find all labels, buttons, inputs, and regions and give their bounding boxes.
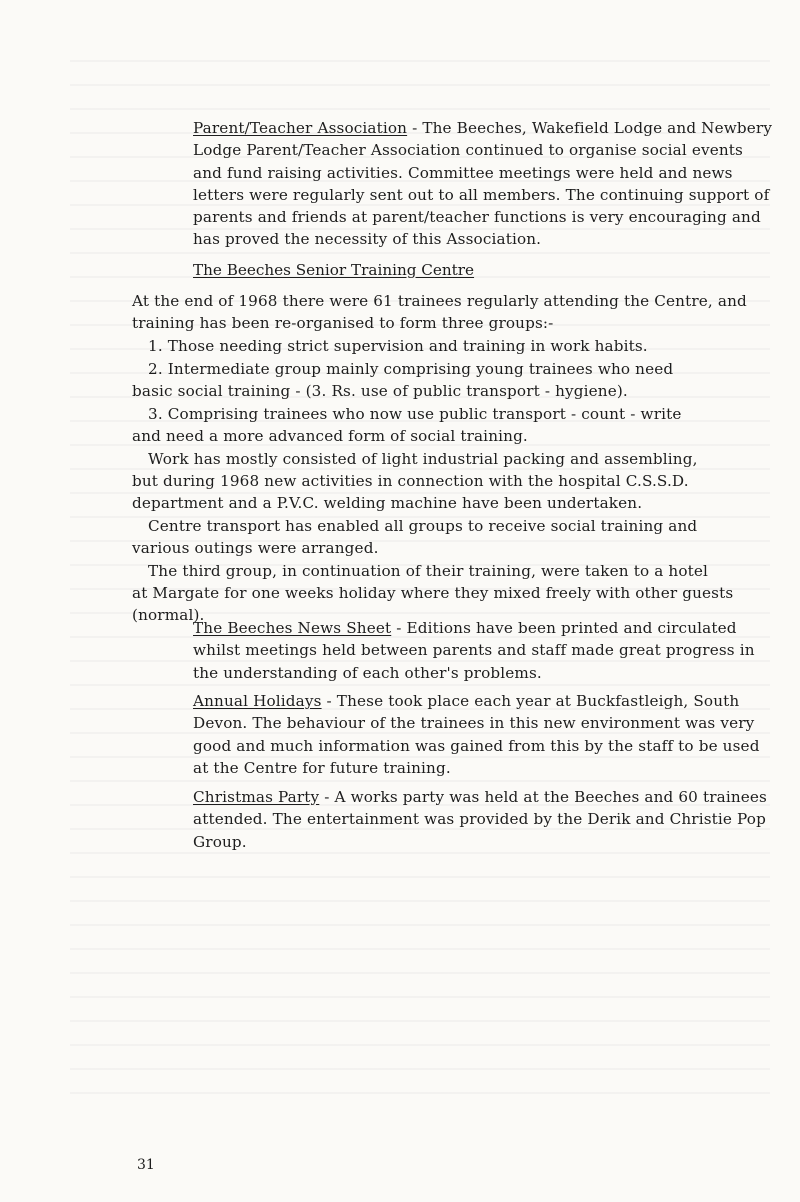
pta-heading: Parent/Teacher Association [193, 119, 408, 137]
page-number: 31 [137, 1157, 155, 1173]
group-3-rest-line: and need a more advanced form of social training. [132, 427, 528, 445]
work-rest-lines: but during 1968 new activities in connection with the hospital C.S.S.D. department and a P.V.C. welding machine have been undertaken. [132, 472, 689, 513]
news-sheet-text: - Editions have been printed and circulated whilst meetings held between parents and staff made great progress in the understanding of each other's problems. [193, 619, 755, 682]
third-group-rest-lines: at Margate for one weeks holiday where they mixed freely with other guests (normal). [132, 584, 734, 625]
news-sheet-heading: The Beeches News Sheet [193, 619, 392, 637]
group-3-first-line: 3. Comprising trainees who now use public transport - count - write [148, 405, 682, 423]
news-sheet-paragraph [193, 617, 773, 684]
christmas-heading: Christmas Party [193, 788, 320, 806]
group-2-rest-line: basic social training - (3. Rs. use of public transport - hygiene). [132, 382, 628, 400]
senior-centre-heading: The Beeches Senior Training Centre [193, 261, 475, 279]
transport-first-line: Centre transport has enabled all groups to receive social training and [148, 517, 698, 535]
pta-paragraph [193, 117, 773, 251]
work-first-line: Work has mostly consisted of light industrial packing and assembling, [148, 450, 698, 468]
group-2-first-line: 2. Intermediate group mainly comprising young trainees who need [148, 360, 674, 378]
group-1-line: 1. Those needing strict supervision and training in work habits. [148, 337, 648, 355]
holidays-text: - These took place each year at Buckfastleigh, South Devon. The behaviour of the trainees in this new environment was very good and much information was gained from this by the staff to be used at the Centre for future training. [193, 692, 760, 777]
senior-centre-intro: At the end of 1968 there were 61 trainees regularly attending the Centre, and training has been re-organised to form three groups:- [132, 292, 747, 333]
christmas-paragraph [193, 786, 773, 853]
pta-text: - The Beeches, Wakefield Lodge and Newbery Lodge Parent/Teacher Association continued to organise social events and fund raising activities. Committee meetings were held and news letters were regularly sent out to all members. The continuing support of parents and friends at parent/teacher functions is very encouraging and has proved the necessity of this Association. [193, 119, 773, 249]
christmas-text: - A works party was held at the Beeches and 60 trainees attended. The entertainment was provided by the Derik and Christie Pop Group. [193, 788, 767, 851]
holidays-paragraph [193, 690, 773, 779]
holidays-heading: Annual Holidays [193, 692, 322, 710]
transport-rest-line: various outings were arranged. [132, 539, 379, 557]
third-group-first-line: The third group, in continuation of their training, were taken to a hotel [148, 562, 709, 580]
